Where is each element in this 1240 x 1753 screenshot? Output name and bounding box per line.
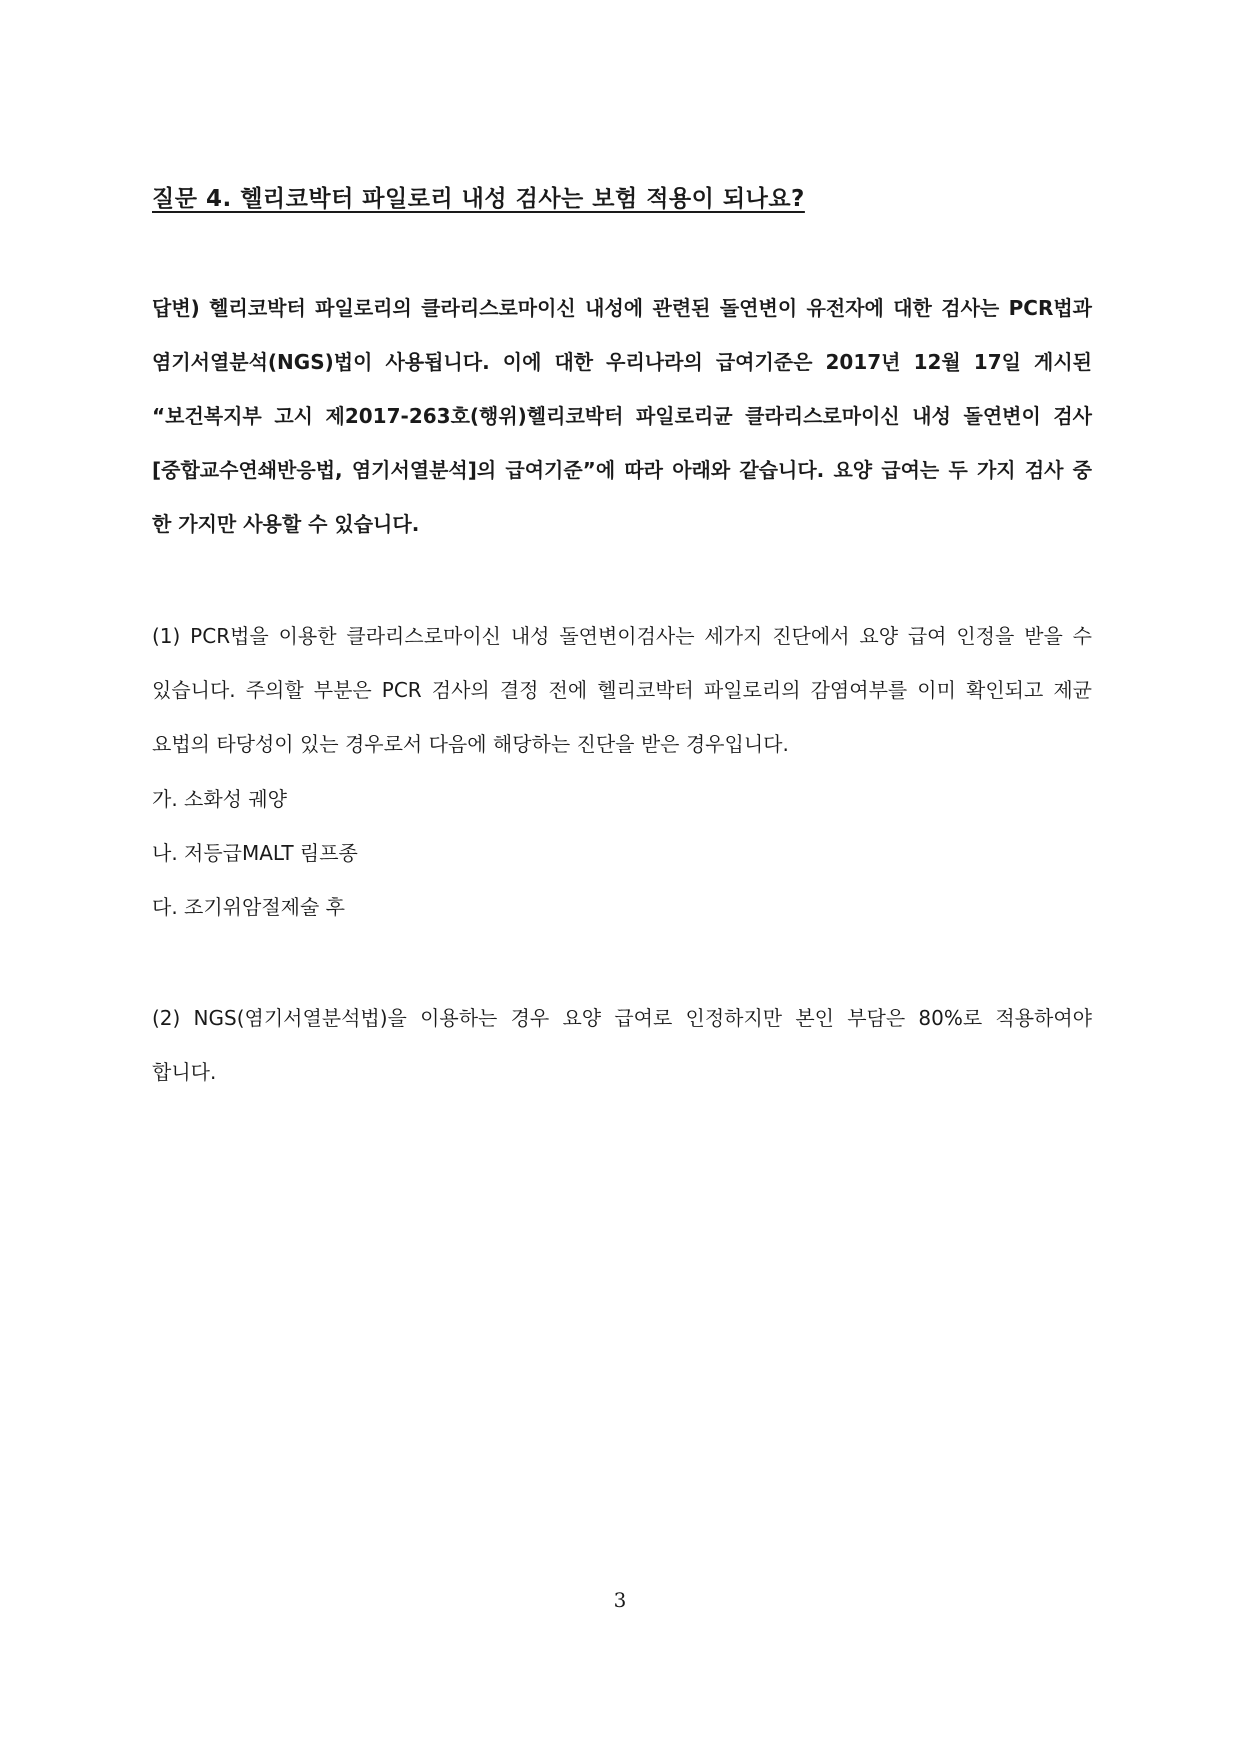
list-item: 가. 소화성 궤양 (152, 787, 287, 811)
list-item: 나. 저등급MALT 림프종 (152, 841, 358, 865)
item-2-paragraph: (2) NGS(염기서열분석법)을 이용하는 경우 요양 급여로 인정하지만 본인 부담은 80%로 적용하여야 합니다. (152, 1006, 1092, 1084)
diagnosis-list (152, 772, 358, 934)
item-1-paragraph: (1) PCR법을 이용한 클라리스로마이신 내성 돌연변이검사는 세가지 진단에서 요양 급여 인정을 받을 수 있습니다. 주의할 부분은 PCR 검사의 결정 전에 헬리코박터 파일로리의 감염여부를 이미 확인되고 제균 요법의 타당성이 있는 경우로서 다음에 해당하는 진단을 받은 경우입니다. (152, 624, 1092, 756)
page-number: 3 (613, 1588, 627, 1612)
list-item: 다. 조기위암절제술 후 (152, 895, 345, 919)
answer-paragraph: 답변) 헬리코박터 파일로리의 클라리스로마이신 내성에 관련된 돌연변이 유전자에 대한 검사는 PCR법과 염기서열분석(NGS)법이 사용됩니다. 이에 대한 우리나라의 급여기준은 2017년 12월 17일 게시된 “보건복지부 고시 제2017-263호(행위)헬리코박터 파일로리균 클라리스로마이신 내성 돌연변이 검사[중합교수연쇄반응법, 염기서열분석]의 급여기준”에 따라 아래와 같습니다. 요양 급여는 두 가지 검사 중 한 가지만 사용할 수 있습니다. (152, 296, 1092, 536)
question-title: 질문 4. 헬리코박터 파일로리 내성 검사는 보험 적용이 되나요? (152, 186, 805, 212)
